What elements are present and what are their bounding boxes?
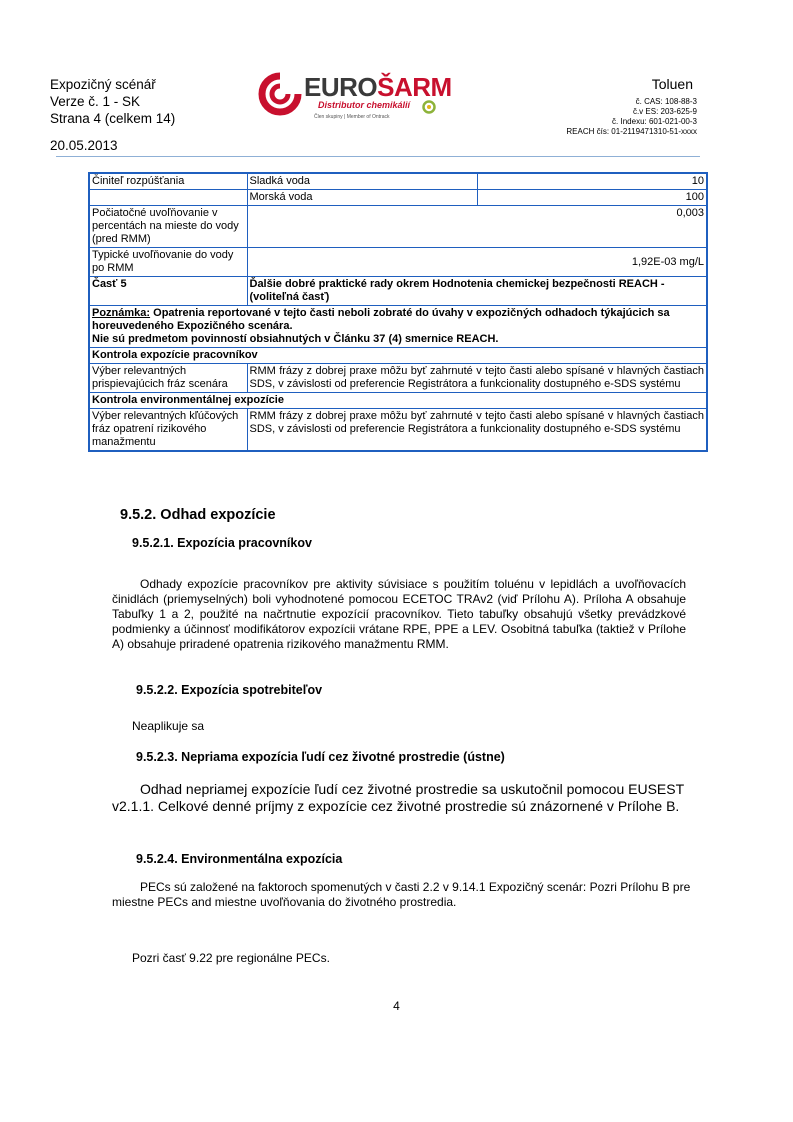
table-row bbox=[89, 277, 707, 306]
reach-number: REACH čís: 01-2119471310-51-xxxx bbox=[566, 127, 697, 136]
table-row bbox=[89, 190, 707, 206]
dilution-label: Činiteľ rozpúšťania bbox=[89, 173, 247, 190]
logo-member-text: Člen skupiny | Member of Ontrack bbox=[314, 114, 390, 120]
logo-brand-part2: ŠARM bbox=[377, 72, 452, 102]
initial-release-label: Počiatočné uvoľňovanie v percentách na mieste do vody (pred RMM) bbox=[89, 206, 247, 248]
table-row bbox=[89, 248, 707, 277]
note-text: Opatrenia reportované v tejto časti neboli zobraté do úvahy v expozičných odhadoch týkajúcich sa horeuvedeného Expozičného scenára. bbox=[92, 307, 670, 332]
section-heading-9522: 9.5.2.2. Expozícia spotrebiteľov bbox=[136, 683, 323, 697]
note-label: Poznámka: bbox=[92, 307, 151, 319]
document-title: Expozičný scénář bbox=[50, 77, 156, 92]
header-divider bbox=[56, 156, 700, 157]
paragraph-9522: Neaplikuje sa bbox=[132, 719, 205, 733]
member-badge-icon bbox=[422, 100, 436, 114]
logo-brand-part1: EURO bbox=[304, 72, 378, 102]
paragraph-9524: PECs sú založené na faktoroch spomenutých v časti 2.2 v 9.14.1 Expozičný scenár: Pozri Prílohu B pre miestne PECs and miestne uvoľňovania do životného prostredia. bbox=[112, 880, 691, 909]
paragraph-regional: Pozri časť 9.22 pre regionálne PECs. bbox=[132, 951, 330, 965]
header-left bbox=[50, 76, 175, 154]
part5-title: Ďalšie dobré praktické rady okrem Hodnotenia chemickej bezpečnosti REACH - (voliteľná časť) bbox=[247, 277, 707, 306]
env-control-heading: Kontrola environmentálnej expozície bbox=[89, 393, 707, 409]
note-text-2: Nie sú predmetom povinností obsiahnutých v Článku 37 (4) smernice REACH. bbox=[92, 333, 499, 345]
page-info: Strana 4 (celkem 14) bbox=[50, 111, 176, 126]
es-number: č.v ES: 203-625-9 bbox=[632, 107, 697, 116]
logo-subtitle: Distributor chemikálií bbox=[318, 100, 411, 110]
company-logo bbox=[258, 68, 452, 124]
table-row bbox=[89, 393, 707, 409]
part5-label: Časť 5 bbox=[89, 277, 247, 306]
env-selection-label: Výber relevantných kľúčových fráz opatrení rizikového manažmentu bbox=[89, 409, 247, 452]
document-date: 20.05.2013 bbox=[50, 138, 118, 153]
section-heading-952: 9.5.2. Odhad expozície bbox=[120, 507, 276, 523]
exposure-table bbox=[88, 172, 708, 452]
table-row bbox=[89, 306, 707, 348]
env-selection-text: RMM frázy z dobrej praxe môžu byť zahrnuté v tejto časti alebo spísané v hlavných častiach SDS, v závislosti od preferencie Registrátora a funkcionality dostupného e-SDS systému bbox=[247, 409, 707, 452]
page-number: 4 bbox=[393, 999, 400, 1013]
worker-selection-text: RMM frázy z dobrej praxe môžu byť zahrnuté v tejto časti alebo spísané v hlavných častiach SDS, v závislosti od preferencie Registrátora a funkcionality dostupného e-SDS systému bbox=[247, 364, 707, 393]
paragraph-9521: Odhady expozície pracovníkov pre aktivity súvisiace s použitím toluénu v lepidlách a uvoľňovacích činidlách (priemyselných) boli vyhodnotené pomocou ECETOC TRAv2 (viď Prílohu A). Príloha A obsahuje Tabuľky 1 a 2, použité na načrtnutie expozícií pracovníkov. Tieto tabuľky obsahujú všetky prevádzkové podmienky a účinnosť modifikátorov expozícii vrátane RPE, PPE a LEV. Osobitná tabuľka (taktiež v Prílohe A) obsahuje priradené opatrenia rizikového manažmentu RMM. bbox=[112, 577, 686, 651]
document-version: Verze č. 1 - SK bbox=[50, 94, 141, 109]
section-heading-9521: 9.5.2.1. Expozícia pracovníkov bbox=[132, 536, 312, 550]
table-row bbox=[89, 206, 707, 248]
table-row bbox=[89, 348, 707, 364]
table-row bbox=[89, 409, 707, 452]
section-heading-9524: 9.5.2.4. Environmentálna expozícia bbox=[136, 852, 343, 866]
logo-brand bbox=[304, 72, 452, 103]
worker-control-heading: Kontrola expozície pracovníkov bbox=[89, 348, 707, 364]
fresh-water-value: 10 bbox=[477, 173, 707, 190]
index-number: č. Indexu: 601-021-00-3 bbox=[612, 117, 697, 126]
substance-name: Toluen bbox=[651, 76, 693, 92]
cas-number: č. CAS: 108-88-3 bbox=[635, 97, 697, 106]
initial-release-value: 0,003 bbox=[247, 206, 707, 248]
typical-release-label: Typické uvoľňovanie do vody po RMM bbox=[89, 248, 247, 277]
note-cell bbox=[89, 306, 707, 348]
marine-water-value: 100 bbox=[477, 190, 707, 206]
table-row bbox=[89, 364, 707, 393]
typical-release-value: 1,92E-03 mg/L bbox=[247, 248, 707, 277]
paragraph-9523: Odhad nepriamej expozície ľudí cez životné prostredie sa uskutočnil pomocou EUSEST v2.1.1. Celkové denné príjmy z expozície cez životné prostredie sú znázornené v Prílohe B. bbox=[112, 781, 684, 814]
logo-mark-icon bbox=[258, 70, 302, 120]
marine-water-label: Morská voda bbox=[247, 190, 477, 206]
substance-identifiers bbox=[566, 97, 697, 137]
empty-cell bbox=[89, 190, 247, 206]
fresh-water-label: Sladká voda bbox=[247, 173, 477, 190]
table-row bbox=[89, 173, 707, 190]
worker-selection-label: Výber relevantných prispievajúcich fráz scenára bbox=[89, 364, 247, 393]
section-heading-9523: 9.5.2.3. Nepriama expozícia ľudí cez životné prostredie (ústne) bbox=[136, 750, 505, 764]
